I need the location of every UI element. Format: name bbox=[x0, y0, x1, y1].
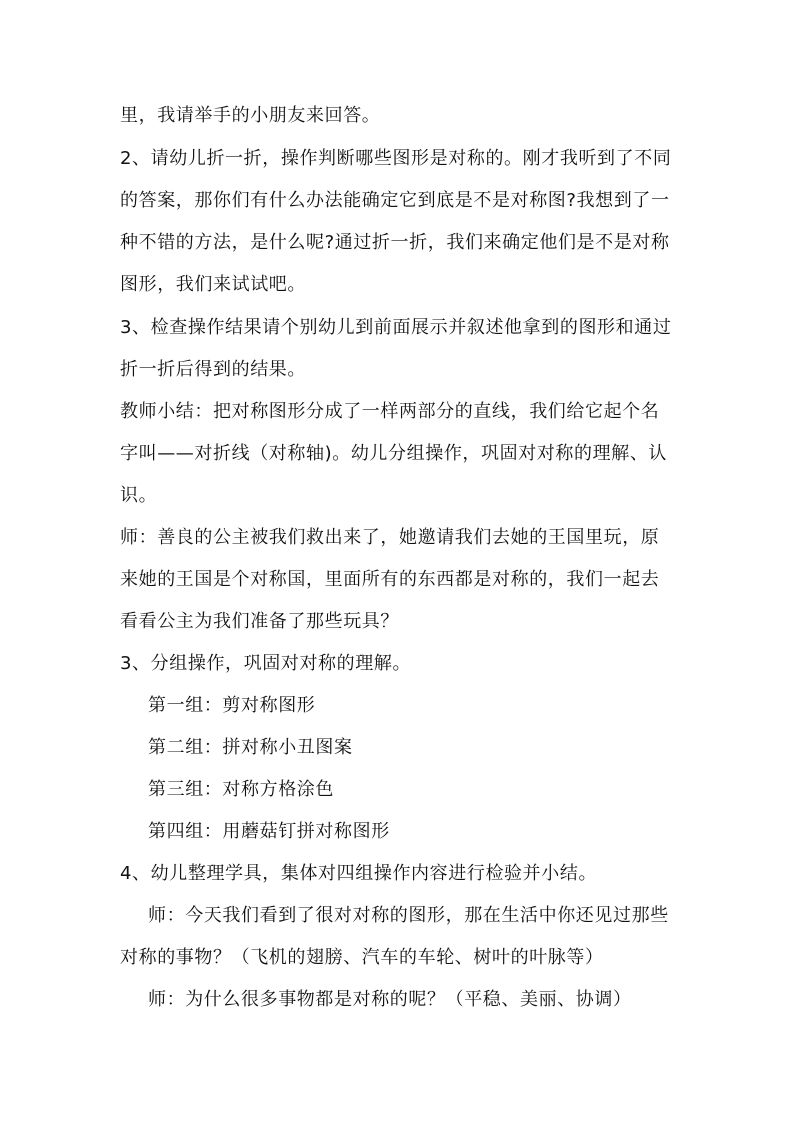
text-line: 字叫——对折线（对称轴)。幼儿分组操作，巩固对对称的理解、认 bbox=[120, 443, 668, 464]
text-line: 师：今天我们看到了很对对称的图形，那在生活中你还见过那些 bbox=[148, 905, 669, 926]
text-line: 教师小结：把对称图形分成了一样两部分的直线，我们给它起个名 bbox=[120, 401, 660, 422]
text-line: 里，我请举手的小朋友来回答。 bbox=[120, 105, 381, 126]
text-line: 折一折后得到的结果。 bbox=[120, 359, 306, 380]
text-line: 2、请幼儿折一折，操作判断哪些图形是对称的。刚才我听到了不同 bbox=[120, 148, 672, 169]
text-line: 对称的事物？（飞机的翅膀、汽车的车轮、树叶的叶脉等） bbox=[120, 947, 604, 968]
text-line: 种不错的方法，是什么呢?通过折一折，我们来确定他们是不是对称 bbox=[120, 232, 670, 253]
text-line: 图形，我们来试试吧。 bbox=[120, 274, 306, 295]
text-line: 3、分组操作，巩固对对称的理解。 bbox=[120, 653, 412, 674]
group-item: 第三组：对称方格涂色 bbox=[148, 779, 334, 800]
text-line: 4、幼儿整理学具，集体对四组操作内容进行检验并小结。 bbox=[120, 863, 598, 884]
text-line: 的答案，那你们有什么办法能确定它到底是不是对称图?我想到了一 bbox=[120, 190, 670, 211]
text-line: 来她的王国是个对称国，里面所有的东西都是对称的，我们一起去 bbox=[120, 569, 660, 590]
group-item: 第一组：剪对称图形 bbox=[148, 695, 316, 716]
group-item: 第四组：用蘑菇钉拼对称图形 bbox=[148, 821, 390, 842]
text-line: 看看公主为我们准备了那些玩具？ bbox=[120, 611, 399, 632]
text-line: 师：为什么很多事物都是对称的呢？（平稳、美丽、协调） bbox=[148, 989, 632, 1010]
group-item: 第二组：拼对称小丑图案 bbox=[148, 737, 353, 758]
text-line: 师：善良的公主被我们救出来了，她邀请我们去她的王国里玩，原 bbox=[120, 527, 660, 548]
text-line: 识。 bbox=[120, 485, 158, 506]
text-line: 3、检查操作结果请个别幼儿到前面展示并叙述他拿到的图形和通过 bbox=[120, 317, 672, 338]
